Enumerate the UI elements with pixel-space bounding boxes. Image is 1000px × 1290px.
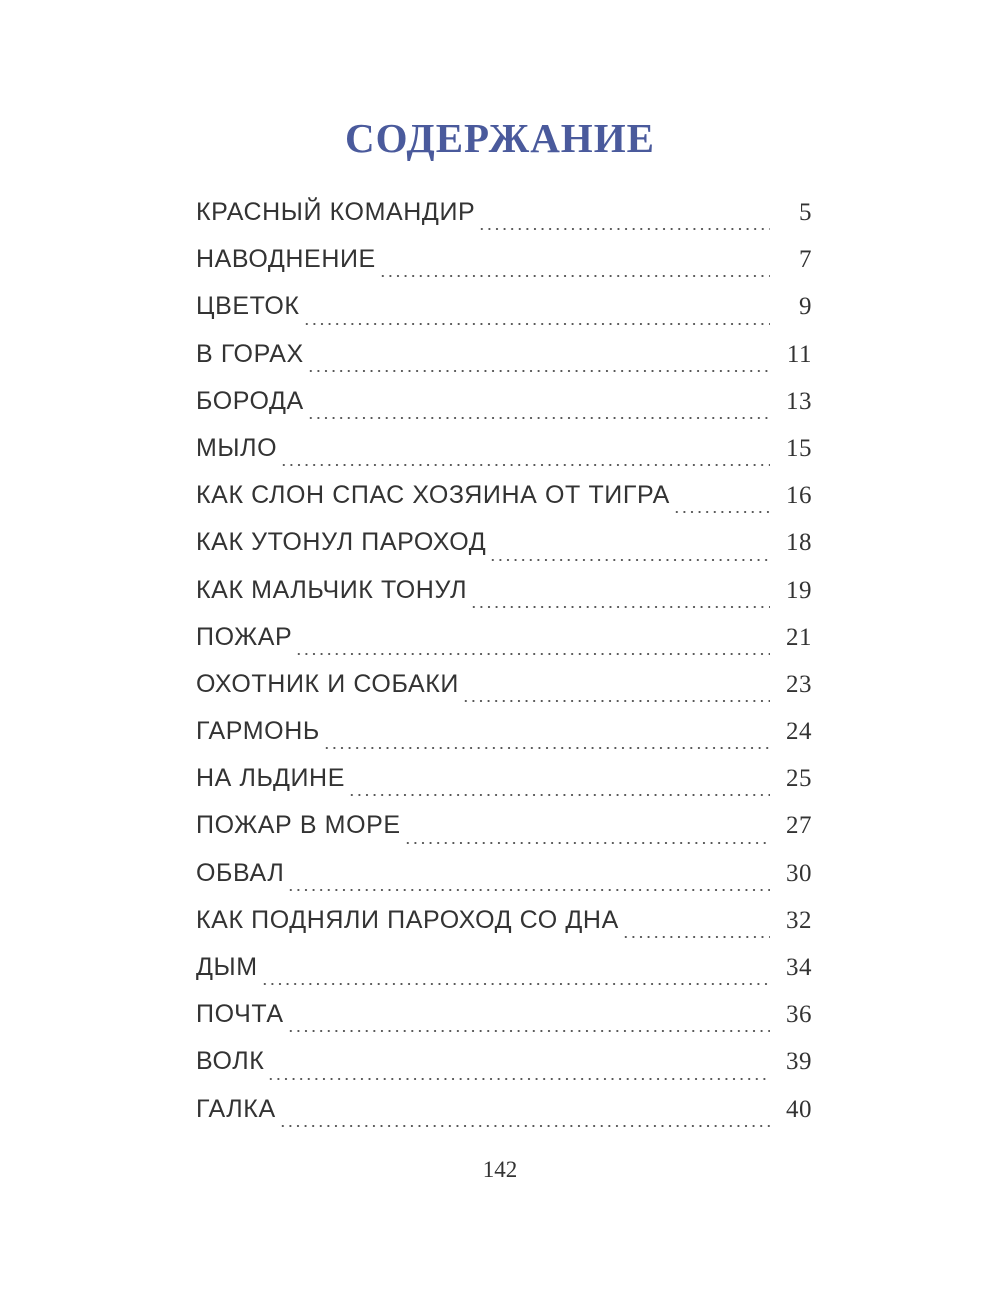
toc-page-number: 9 xyxy=(799,293,812,321)
toc-entry[interactable] xyxy=(196,623,812,670)
dot-leader xyxy=(307,369,770,373)
toc-entry-title: ОБВАЛ xyxy=(196,858,285,887)
toc-entry[interactable] xyxy=(196,670,812,717)
dot-leader xyxy=(489,558,770,562)
toc-page-number: 21 xyxy=(786,623,812,651)
dot-leader xyxy=(303,322,770,326)
dot-leader xyxy=(279,1124,770,1128)
page-number: 142 xyxy=(482,1157,518,1182)
toc-page-number: 24 xyxy=(786,718,812,746)
toc-page-number: 27 xyxy=(786,812,812,840)
toc-entry-title: ПОЖАР xyxy=(196,622,293,651)
toc-entry[interactable] xyxy=(196,1047,812,1094)
dot-leader xyxy=(295,652,770,656)
toc-page-number: 36 xyxy=(786,1001,812,1029)
toc-entry-title: ПОЖАР В МОРЕ xyxy=(196,811,401,840)
toc-entry-title: МЫЛО xyxy=(196,433,278,462)
dot-leader xyxy=(307,416,770,420)
toc-entry-title: НА ЛЬДИНЕ xyxy=(196,764,345,793)
toc-entry-title: КАК ПОДНЯЛИ ПАРОХОД СО ДНА xyxy=(196,905,619,934)
toc-entry-title: ГАЛКА xyxy=(196,1094,276,1123)
dot-leader xyxy=(267,1077,770,1081)
toc-page-number: 23 xyxy=(786,670,812,698)
toc-page-number: 32 xyxy=(786,906,812,934)
dot-leader xyxy=(323,746,770,750)
dot-leader xyxy=(404,841,770,845)
toc-entry[interactable] xyxy=(196,717,812,764)
toc-entry[interactable] xyxy=(196,764,812,811)
toc-page-number: 39 xyxy=(786,1048,812,1076)
toc-page-number: 11 xyxy=(786,340,812,368)
toc-entry-title: КАК СЛОН СПАС ХОЗЯИНА ОТ ТИГРА xyxy=(196,481,670,510)
toc-entry[interactable] xyxy=(196,292,812,339)
toc-page-number: 30 xyxy=(786,859,812,887)
toc-entry-title: ЦВЕТОК xyxy=(196,292,300,321)
toc-entry[interactable] xyxy=(196,387,812,434)
toc-entry[interactable] xyxy=(196,340,812,387)
toc-entry-title: ГАРМОНЬ xyxy=(196,717,320,746)
dot-leader xyxy=(462,699,770,703)
toc-entry[interactable] xyxy=(196,245,812,292)
toc-page-number: 13 xyxy=(786,387,812,415)
toc-entry[interactable] xyxy=(196,811,812,858)
toc-entry[interactable] xyxy=(196,576,812,623)
toc-entry[interactable] xyxy=(196,859,812,906)
dot-leader xyxy=(261,982,770,986)
dot-leader xyxy=(470,605,770,609)
dot-leader xyxy=(379,274,770,278)
table-of-contents xyxy=(196,198,812,1142)
toc-page-number: 19 xyxy=(786,576,812,604)
toc-page-number: 34 xyxy=(786,954,812,981)
toc-entry[interactable] xyxy=(196,1000,812,1047)
toc-page-number: 16 xyxy=(786,482,812,510)
toc-page-number: 18 xyxy=(786,529,812,557)
toc-page-number: 15 xyxy=(786,434,812,462)
toc-entry-title: КАК УТОНУЛ ПАРОХОД xyxy=(196,528,487,557)
toc-entry-title: ПОЧТА xyxy=(196,1000,284,1029)
toc-page-number: 25 xyxy=(786,765,812,793)
toc-entry[interactable] xyxy=(196,1095,812,1142)
toc-entry-title: КРАСНЫЙ КОМАНДИР xyxy=(196,198,476,226)
toc-entry[interactable] xyxy=(196,481,812,528)
dot-leader xyxy=(673,510,770,514)
toc-page-number: 7 xyxy=(799,246,812,274)
toc-page-number: 5 xyxy=(799,199,812,226)
toc-entry-title: КАК МАЛЬЧИК ТОНУЛ xyxy=(196,575,468,604)
toc-entry[interactable] xyxy=(196,434,812,481)
dot-leader xyxy=(280,463,770,467)
toc-entry[interactable] xyxy=(196,198,812,245)
toc-entry[interactable] xyxy=(196,953,812,1000)
dot-leader xyxy=(348,793,770,797)
toc-entry-title: БОРОДА xyxy=(196,386,304,415)
toc-page-number: 40 xyxy=(786,1095,812,1123)
toc-entry-title: ДЫМ xyxy=(196,953,258,981)
toc-entry-title: ОХОТНИК И СОБАКИ xyxy=(196,669,459,698)
dot-leader xyxy=(287,1029,770,1033)
dot-leader xyxy=(287,888,770,892)
dot-leader xyxy=(478,227,770,231)
page-title: СОДЕРЖАНИЕ xyxy=(345,115,655,161)
toc-entry[interactable] xyxy=(196,906,812,953)
toc-entry-title: В ГОРАХ xyxy=(196,339,304,368)
toc-entry-title: ВОЛК xyxy=(196,1047,265,1076)
dot-leader xyxy=(622,935,770,939)
toc-entry-title: НАВОДНЕНИЕ xyxy=(196,245,376,274)
toc-entry[interactable] xyxy=(196,528,812,575)
